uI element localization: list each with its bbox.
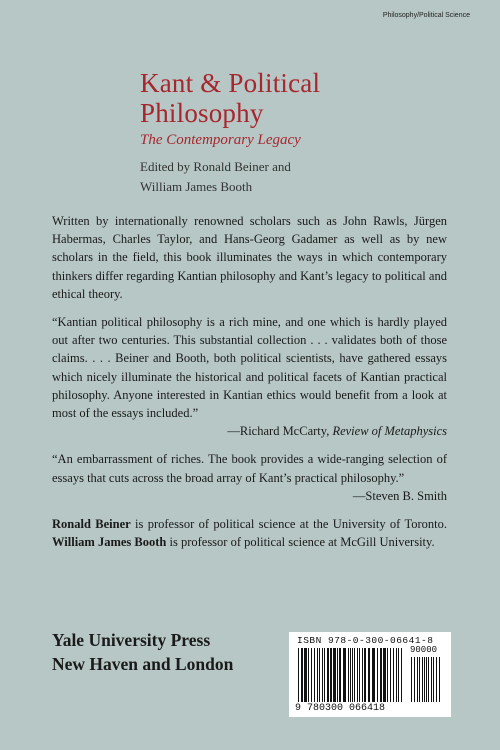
- bio-name-beiner: Ronald Beiner: [52, 517, 131, 532]
- barcode-bar: [398, 648, 399, 702]
- quote-mccarty: [52, 313, 447, 440]
- barcode-bar: [350, 648, 351, 702]
- barcode-bar: [417, 657, 418, 702]
- publisher-name: Yale University Press: [52, 630, 211, 650]
- barcode-addon-text: 90000: [410, 645, 438, 655]
- barcode-bar: [383, 648, 386, 702]
- editors-line2: William James Booth: [140, 179, 253, 194]
- editors: [140, 157, 320, 197]
- barcode-bar: [422, 657, 423, 702]
- barcode-bar: [324, 648, 325, 702]
- book-title-line1: Kant & Political: [140, 68, 321, 98]
- barcode-bar: [390, 648, 391, 702]
- description: Written by internationally renowned scholars such as John Rawls, Jürgen Habermas, Charles Taylor, and Hans-Georg Gadamer as well as by new scholars in the field, this book illuminates the ways in which contemporary thinkers differ regarding Kantian philosophy and Kant’s legacy to political and ethical theory.: [52, 214, 447, 301]
- barcode-bar: [327, 648, 329, 702]
- barcode-bar: [419, 657, 420, 702]
- barcode-bar: [314, 648, 315, 702]
- barcode-bar: [343, 648, 346, 702]
- barcode-bar: [439, 657, 440, 702]
- barcode-bar: [433, 657, 434, 702]
- quote-mccarty-author: —Richard McCarty,: [227, 424, 333, 439]
- barcode-bar: [333, 648, 336, 702]
- book-subtitle: The Contemporary Legacy: [140, 132, 301, 148]
- isbn-text: ISBN 978-0-300-06641-8: [297, 635, 434, 646]
- quote-smith-author: —Steven B. Smith: [352, 488, 447, 503]
- barcode-bar: [431, 657, 432, 702]
- barcode-bar: [339, 648, 341, 702]
- barcode-bar: [362, 648, 363, 702]
- barcode-bar: [377, 648, 378, 702]
- barcode-bar: [330, 648, 332, 702]
- barcode-bar: [393, 648, 394, 702]
- barcode-bar: [401, 648, 402, 702]
- barcode-bar: [436, 657, 437, 702]
- publisher-location: New Haven and London: [52, 654, 234, 674]
- publisher: [52, 628, 233, 676]
- barcode-bar: [364, 648, 366, 702]
- barcode-bar: [352, 648, 353, 702]
- barcode-bar: [359, 648, 360, 702]
- quote-mccarty-attribution: [52, 422, 447, 440]
- bio-name-booth: William James Booth: [52, 535, 167, 550]
- quote-mccarty-source: Review of Metaphysics: [332, 424, 447, 439]
- barcode-bar: [396, 648, 397, 702]
- quote-mccarty-text: “Kantian political philosophy is a rich mine, and one which is hardly played out after two centuries. This substantial collection . . . validates both of those claims. . . . Beiner and Booth, both political scientists, have gathered essays which nicely illuminate the historical and political facets of Kantian practical philosophy. Anyone interested in Kantian ethics would benefit from a look at most of the essays included.”: [52, 315, 447, 421]
- barcode-bar: [368, 648, 370, 702]
- quote-smith: [52, 450, 447, 505]
- barcode-bar: [304, 648, 307, 702]
- barcode-box: [289, 632, 451, 717]
- barcode-bar: [311, 648, 312, 702]
- barcode-bar: [354, 648, 355, 702]
- quote-smith-text: “An embarrassment of riches. The book provides a wide-ranging selection of essays that cuts across the broad array of Kant’s practical philosophy.”: [52, 452, 447, 485]
- barcode-bar: [301, 648, 303, 702]
- barcode-bar: [348, 648, 349, 702]
- editors-line1: Edited by Ronald Beiner and: [140, 159, 291, 174]
- barcode-bar: [411, 657, 412, 702]
- barcode-bar: [337, 648, 338, 702]
- barcode-bar: [322, 648, 323, 702]
- category-label: Philosophy/Political Science: [382, 12, 470, 19]
- barcode-bar: [317, 648, 318, 702]
- barcode-bar: [319, 648, 320, 702]
- bio-text-booth: is professor of political science at McGill University.: [166, 535, 435, 550]
- barcode-main: [297, 648, 405, 702]
- barcode-bar: [426, 657, 427, 702]
- barcode-addon: [410, 657, 444, 702]
- barcode-bar: [428, 657, 429, 702]
- bio-text-beiner: is professor of political science at the University of Toronto.: [130, 517, 448, 532]
- barcode-bar: [414, 657, 415, 702]
- barcode-bar: [380, 648, 382, 702]
- book-title-line2: Philosophy: [140, 98, 264, 128]
- title-block: [140, 68, 320, 197]
- barcode-bar: [372, 648, 375, 702]
- barcode-digits: 9 780300 066418: [295, 703, 386, 714]
- author-bio: [52, 515, 447, 551]
- barcode-bar: [357, 648, 358, 702]
- barcode-bar: [387, 648, 388, 702]
- barcode-bar: [424, 657, 425, 702]
- barcode-bar: [308, 648, 309, 702]
- back-cover-text: [52, 212, 447, 561]
- barcode-bar: [298, 648, 299, 702]
